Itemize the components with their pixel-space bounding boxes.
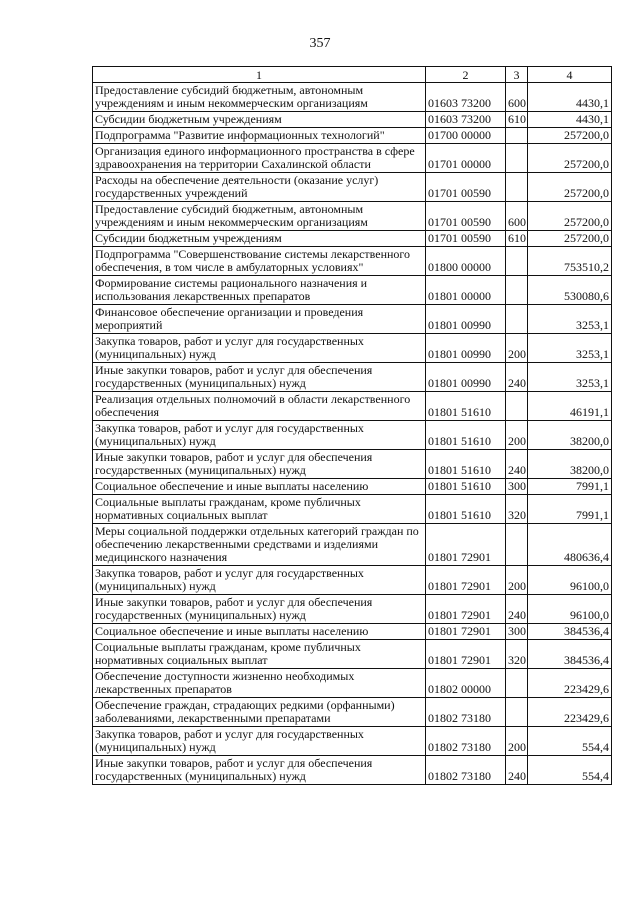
row-name-cell: Закупка товаров, работ и услуг для государственных (муниципальных) нужд	[93, 421, 426, 450]
table-row	[93, 756, 612, 785]
row-expense-type-cell	[506, 698, 528, 727]
row-amount-cell: 257200,0	[528, 231, 612, 247]
row-name-cell: Закупка товаров, работ и услуг для государственных (муниципальных) нужд	[93, 727, 426, 756]
row-amount-cell: 96100,0	[528, 566, 612, 595]
row-name-cell: Подпрограмма "Развитие информационных технологий"	[93, 128, 426, 144]
row-code-cell: 01801 00990	[426, 305, 506, 334]
row-expense-type-cell: 200	[506, 727, 528, 756]
table-row	[93, 640, 612, 669]
row-expense-type-cell: 240	[506, 450, 528, 479]
table-row	[93, 392, 612, 421]
row-name-cell: Обеспечение доступности жизненно необходимых лекарственных препаратов	[93, 669, 426, 698]
row-amount-cell: 223429,6	[528, 698, 612, 727]
row-name-cell: Иные закупки товаров, работ и услуг для обеспечения государственных (муниципальных) нужд	[93, 595, 426, 624]
table-row	[93, 247, 612, 276]
column-header: 2	[426, 67, 506, 83]
row-amount-cell: 384536,4	[528, 624, 612, 640]
row-amount-cell: 223429,6	[528, 669, 612, 698]
row-code-cell: 01801 00990	[426, 363, 506, 392]
row-expense-type-cell: 240	[506, 756, 528, 785]
row-amount-cell: 3253,1	[528, 334, 612, 363]
row-name-cell: Субсидии бюджетным учреждениям	[93, 112, 426, 128]
row-name-cell: Иные закупки товаров, работ и услуг для обеспечения государственных (муниципальных) нужд	[93, 363, 426, 392]
row-name-cell: Социальные выплаты гражданам, кроме публичных нормативных социальных выплат	[93, 495, 426, 524]
row-expense-type-cell: 610	[506, 112, 528, 128]
row-expense-type-cell	[506, 128, 528, 144]
row-amount-cell: 7991,1	[528, 479, 612, 495]
row-name-cell: Расходы на обеспечение деятельности (оказание услуг) государственных учреждений	[93, 173, 426, 202]
row-code-cell: 01801 51610	[426, 495, 506, 524]
table-row	[93, 524, 612, 566]
row-code-cell: 01603 73200	[426, 112, 506, 128]
row-name-cell: Предоставление субсидий бюджетным, автономным учреждениям и иным некоммерческим организациям	[93, 83, 426, 112]
row-amount-cell: 554,4	[528, 727, 612, 756]
row-expense-type-cell	[506, 144, 528, 173]
row-amount-cell: 96100,0	[528, 595, 612, 624]
row-code-cell: 01802 73180	[426, 698, 506, 727]
row-expense-type-cell: 300	[506, 479, 528, 495]
row-code-cell: 01701 00000	[426, 144, 506, 173]
row-expense-type-cell	[506, 305, 528, 334]
row-name-cell: Закупка товаров, работ и услуг для государственных (муниципальных) нужд	[93, 566, 426, 595]
row-code-cell: 01701 00590	[426, 173, 506, 202]
row-amount-cell: 46191,1	[528, 392, 612, 421]
row-code-cell: 01801 72901	[426, 566, 506, 595]
row-name-cell: Формирование системы рационального назначения и использования лекарственных препаратов	[93, 276, 426, 305]
row-expense-type-cell: 320	[506, 640, 528, 669]
row-code-cell: 01802 00000	[426, 669, 506, 698]
row-amount-cell: 530080,6	[528, 276, 612, 305]
row-amount-cell: 4430,1	[528, 83, 612, 112]
row-code-cell: 01701 00590	[426, 202, 506, 231]
column-header: 4	[528, 67, 612, 83]
column-header: 3	[506, 67, 528, 83]
row-expense-type-cell: 300	[506, 624, 528, 640]
row-code-cell: 01701 00590	[426, 231, 506, 247]
row-amount-cell: 257200,0	[528, 202, 612, 231]
table-row	[93, 276, 612, 305]
row-expense-type-cell: 200	[506, 421, 528, 450]
row-name-cell: Социальные выплаты гражданам, кроме публичных нормативных социальных выплат	[93, 640, 426, 669]
row-expense-type-cell: 600	[506, 202, 528, 231]
row-amount-cell: 3253,1	[528, 363, 612, 392]
row-code-cell: 01801 51610	[426, 479, 506, 495]
row-code-cell: 01801 51610	[426, 421, 506, 450]
row-amount-cell: 3253,1	[528, 305, 612, 334]
table-row	[93, 144, 612, 173]
row-expense-type-cell: 240	[506, 363, 528, 392]
budget-table	[92, 66, 612, 785]
table-header-row	[93, 67, 612, 83]
row-name-cell: Закупка товаров, работ и услуг для государственных (муниципальных) нужд	[93, 334, 426, 363]
row-name-cell: Меры социальной поддержки отдельных категорий граждан по обеспечению лекарственными средствами и изделиями медицинского назначения	[93, 524, 426, 566]
table-row	[93, 334, 612, 363]
table-row	[93, 231, 612, 247]
table-row	[93, 595, 612, 624]
row-code-cell: 01801 72901	[426, 524, 506, 566]
table-row	[93, 421, 612, 450]
row-expense-type-cell: 200	[506, 334, 528, 363]
row-code-cell: 01801 72901	[426, 640, 506, 669]
row-code-cell: 01603 73200	[426, 83, 506, 112]
row-code-cell: 01801 51610	[426, 392, 506, 421]
row-amount-cell: 38200,0	[528, 421, 612, 450]
table-row	[93, 495, 612, 524]
row-amount-cell: 257200,0	[528, 128, 612, 144]
row-code-cell: 01801 00990	[426, 334, 506, 363]
row-expense-type-cell: 610	[506, 231, 528, 247]
row-amount-cell: 38200,0	[528, 450, 612, 479]
table-row	[93, 669, 612, 698]
column-header: 1	[93, 67, 426, 83]
table-row	[93, 624, 612, 640]
row-code-cell: 01700 00000	[426, 128, 506, 144]
table-row	[93, 305, 612, 334]
row-code-cell: 01800 00000	[426, 247, 506, 276]
row-expense-type-cell	[506, 392, 528, 421]
table-row	[93, 128, 612, 144]
row-amount-cell: 480636,4	[528, 524, 612, 566]
row-expense-type-cell	[506, 276, 528, 305]
row-expense-type-cell: 240	[506, 595, 528, 624]
row-code-cell: 01801 72901	[426, 595, 506, 624]
row-expense-type-cell: 320	[506, 495, 528, 524]
row-name-cell: Реализация отдельных полномочий в области лекарственного обеспечения	[93, 392, 426, 421]
table-row	[93, 450, 612, 479]
row-name-cell: Обеспечение граждан, страдающих редкими (орфанными) заболеваниями, лекарственными препаратами	[93, 698, 426, 727]
table-row	[93, 566, 612, 595]
table-row	[93, 363, 612, 392]
row-name-cell: Социальное обеспечение и иные выплаты населению	[93, 624, 426, 640]
table-row	[93, 112, 612, 128]
table-row	[93, 173, 612, 202]
row-expense-type-cell: 200	[506, 566, 528, 595]
row-amount-cell: 257200,0	[528, 144, 612, 173]
row-amount-cell: 554,4	[528, 756, 612, 785]
row-name-cell: Предоставление субсидий бюджетным, автономным учреждениям и иным некоммерческим организациям	[93, 202, 426, 231]
table-row	[93, 727, 612, 756]
row-name-cell: Социальное обеспечение и иные выплаты населению	[93, 479, 426, 495]
row-name-cell: Финансовое обеспечение организации и проведения мероприятий	[93, 305, 426, 334]
row-name-cell: Иные закупки товаров, работ и услуг для обеспечения государственных (муниципальных) нужд	[93, 756, 426, 785]
row-name-cell: Подпрограмма "Совершенствование системы лекарственного обеспечения, в том числе в амбулаторных условиях"	[93, 247, 426, 276]
row-name-cell: Субсидии бюджетным учреждениям	[93, 231, 426, 247]
row-code-cell: 01801 00000	[426, 276, 506, 305]
row-name-cell: Иные закупки товаров, работ и услуг для обеспечения государственных (муниципальных) нужд	[93, 450, 426, 479]
row-expense-type-cell	[506, 247, 528, 276]
row-expense-type-cell	[506, 173, 528, 202]
row-amount-cell: 257200,0	[528, 173, 612, 202]
row-amount-cell: 4430,1	[528, 112, 612, 128]
row-amount-cell: 7991,1	[528, 495, 612, 524]
page-number: 357	[309, 36, 331, 51]
row-code-cell: 01802 73180	[426, 756, 506, 785]
table-row	[93, 698, 612, 727]
row-name-cell: Организация единого информационного пространства в сфере здравоохранения на территории Сахалинской области	[93, 144, 426, 173]
row-expense-type-cell: 600	[506, 83, 528, 112]
row-code-cell: 01801 51610	[426, 450, 506, 479]
table-row	[93, 479, 612, 495]
row-expense-type-cell	[506, 669, 528, 698]
row-code-cell: 01801 72901	[426, 624, 506, 640]
row-amount-cell: 753510,2	[528, 247, 612, 276]
row-amount-cell: 384536,4	[528, 640, 612, 669]
table-row	[93, 83, 612, 112]
row-expense-type-cell	[506, 524, 528, 566]
table-row	[93, 202, 612, 231]
table-body	[93, 83, 612, 785]
row-code-cell: 01802 73180	[426, 727, 506, 756]
